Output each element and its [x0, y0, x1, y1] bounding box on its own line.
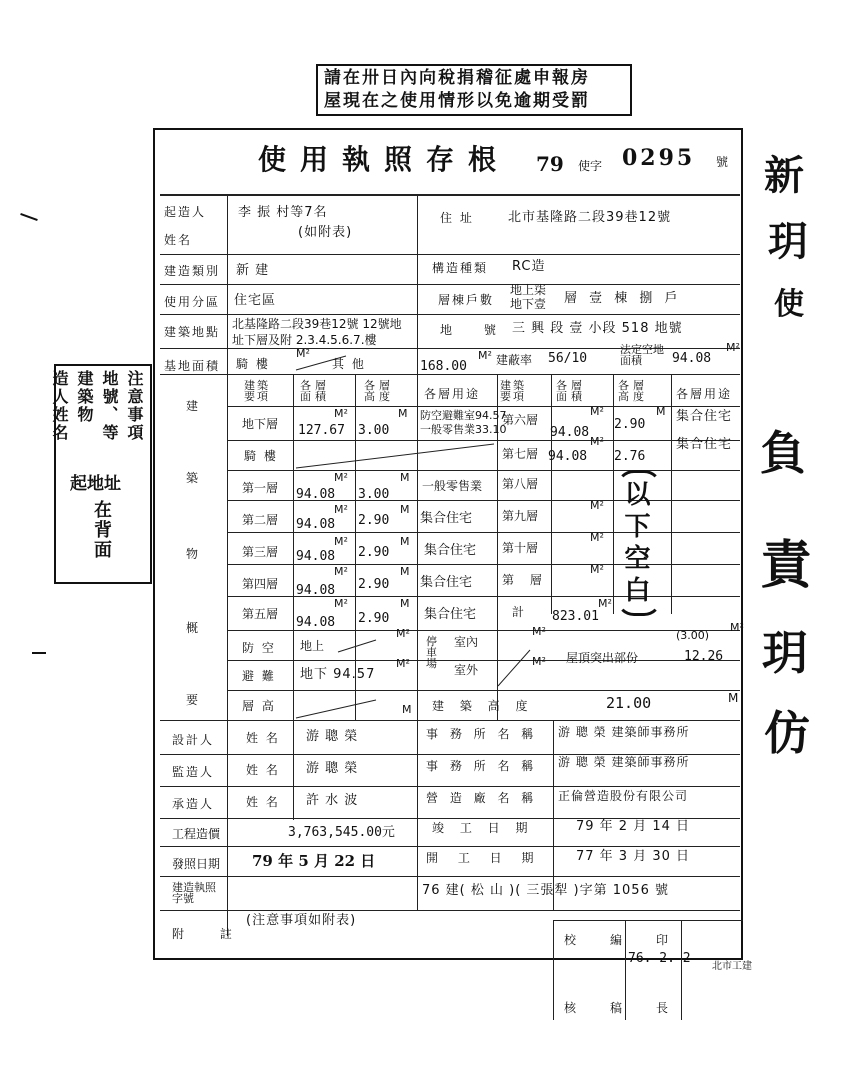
bottom-label: 核 [564, 1001, 579, 1015]
contractor-office: 正倫營造股份有限公司 [558, 789, 689, 803]
legal-open-value: 94.08 [672, 351, 712, 366]
right-floor-name: 第 層 [502, 573, 548, 587]
left-floor-name: 第三層 [242, 545, 279, 559]
school-cell: 校 [564, 933, 579, 947]
total-label: 計 [512, 605, 527, 619]
permit-year: 79 [536, 152, 564, 176]
designer-office: 游 聰 榮 建築師事務所 [558, 725, 690, 739]
left-floor-area: 94.08 [296, 615, 336, 630]
floors-count-label: 層棟戶數 [438, 293, 495, 307]
left-floor-name: 第二層 [242, 513, 279, 527]
remark-value: (注意事項如附表) [246, 913, 357, 928]
side-note-back: 在背面 [91, 500, 112, 560]
start-date: 77 年 3 月 30 日 [576, 849, 691, 864]
left-floor-name: 第一層 [242, 481, 279, 495]
issue-date: 79 年 5 月 22 日 [252, 852, 376, 870]
permit-label: 建造執照字號 [172, 881, 216, 905]
floor-use: 一般零售業 [422, 479, 483, 493]
floors-below: 地下壹 [510, 297, 547, 311]
right-floor-use: 集合住宅 [676, 409, 733, 424]
unit-m: M [398, 407, 408, 420]
site-value-bottom: 址下層及附 2.3.4.5.6.7.樓 [232, 333, 377, 347]
right-floor-area: 94.08 [548, 449, 588, 464]
unit-m2: M² [590, 405, 604, 418]
rule [553, 920, 743, 921]
side-note-line: 造人姓名 [50, 370, 69, 442]
rule [417, 720, 418, 910]
unit-m2: M² [396, 657, 410, 670]
right-floor-name: 第十層 [502, 541, 539, 555]
permit-suffix: 號 [716, 155, 729, 169]
right-margin-char: 使 [774, 287, 804, 322]
escape-label: 避 難 [242, 669, 276, 683]
supervisor-label: 監造人 [172, 765, 215, 779]
legal-open-label: 法定空地面積 [620, 343, 664, 367]
side-note-line: 地號、等 [100, 370, 119, 442]
right-floor-name: 第七層 [502, 447, 539, 461]
arcade-label: 騎 樓 [236, 357, 270, 371]
lot-label: 地 號 [440, 323, 510, 337]
unit-m2: M² [590, 435, 604, 448]
roof-value: 12.26 [684, 649, 724, 664]
floors-header-height-right: 各層高度 [618, 379, 648, 403]
unit-m2: M² [334, 535, 348, 548]
left-floor-height: 2.90 [358, 545, 390, 560]
unit-m2: M² [598, 597, 612, 610]
rule [681, 920, 682, 1020]
unit-m: M [728, 691, 739, 705]
unit-m2: M² [726, 341, 740, 354]
right-floor-name: 第六層 [502, 413, 539, 427]
cost-label: 工程造價 [172, 827, 221, 841]
unit-m2: M² [334, 471, 348, 484]
zone-value: 住宅區 [234, 293, 277, 308]
shelter-top: 地上 [300, 639, 325, 653]
edit-cell: 編 [610, 933, 625, 947]
contractor-label: 承造人 [172, 797, 215, 811]
bottom-label: 長 [656, 1001, 671, 1015]
rule [160, 876, 740, 877]
build-type-value: 新 建 [236, 263, 270, 278]
section-char: 築 [186, 471, 201, 485]
contractor-office-label: 營 造 廠 名 稱 [426, 791, 538, 805]
floor-use: 集合住宅 [424, 607, 477, 622]
designer-office-label: 事 務 所 名 稱 [426, 727, 538, 741]
right-floor-height: 2.76 [614, 449, 646, 464]
section-char: 要 [186, 693, 201, 707]
section-char: 建 [186, 399, 201, 413]
seal-text: 北市工建 [712, 961, 752, 972]
unit-m2: M² [532, 625, 546, 638]
unit-m: M [400, 597, 410, 610]
unit-m: M [656, 405, 666, 418]
unit-m: M [402, 703, 412, 716]
area-label: 基地面積 [164, 359, 221, 373]
shelter-bottom: 地下 94.57 [300, 667, 376, 682]
unit-m2: M² [590, 499, 604, 512]
right-floor-name: 第九層 [502, 509, 539, 523]
left-floor-height: 2.90 [358, 513, 390, 528]
right-margin-char: 玥 [768, 218, 808, 265]
form-title: 使用執照存根 [258, 143, 511, 176]
issue-label: 發照日期 [172, 857, 221, 871]
structure-value: RC造 [512, 259, 546, 274]
other-label: 其 他 [332, 357, 366, 371]
permit-value: 76 建( 松 山 )( 三張犁 )字第 1056 號 [422, 883, 669, 898]
floor-use: 防空避難室94.57 [420, 409, 507, 422]
left-floor-height: 2.90 [358, 577, 390, 592]
side-note-line: 建築物 [75, 370, 94, 424]
lot-value: 三 興 段 壹 小段 518 地號 [512, 321, 683, 336]
owner-note: (如附表) [298, 225, 353, 240]
shelter-label: 防 空 [242, 641, 276, 655]
unit-m2: M² [532, 655, 546, 668]
rule [553, 920, 554, 1020]
left-floor-name: 地下層 [242, 417, 279, 431]
owner-label-bottom: 姓名 [164, 233, 193, 247]
floors-header-item: 建築要項 [244, 379, 270, 403]
floor-use: 集合住宅 [420, 575, 473, 590]
right-floor-height: 2.90 [614, 417, 646, 432]
zone-label: 使用分區 [164, 295, 221, 309]
section-char: 物 [186, 547, 201, 561]
unit-m2: M² [334, 503, 348, 516]
floors-header-area: 各層面積 [300, 379, 330, 403]
owner-name: 李 振 村等7名 [238, 205, 328, 220]
left-floor-height: 3.00 [358, 423, 390, 438]
designer-name: 游 聰 榮 [306, 729, 359, 744]
unit-m2: M² [296, 347, 310, 360]
section-char: 概 [186, 621, 201, 635]
right-margin-char: 仿 [764, 706, 810, 760]
unit-m: M [400, 535, 410, 548]
floors-header-area-right: 各層面積 [556, 379, 586, 403]
owner-address-label: 住 址 [440, 211, 474, 225]
blank-note: 以下空白 [620, 480, 650, 608]
site-label: 建築地點 [164, 325, 221, 339]
start-label: 開 工 日 期 [426, 851, 542, 865]
left-floor-name: 第五層 [242, 607, 279, 621]
rule [160, 846, 740, 847]
parking-label: 停車場 [426, 635, 437, 670]
parking-indoor: 室內 [454, 635, 479, 649]
supervisor-name-label: 姓 名 [246, 763, 280, 777]
print-cell: 印 [656, 933, 671, 947]
structure-label: 構造種類 [432, 261, 489, 275]
side-note-bottom: 起地址 [70, 474, 121, 494]
edge-mark [32, 652, 46, 654]
cost-value: 3,763,545.00元 [288, 825, 395, 840]
unit-m2: M² [590, 531, 604, 544]
supervisor-name: 游 聰 榮 [306, 761, 359, 776]
rule [553, 720, 554, 910]
completion-date: 79 年 2 月 14 日 [576, 819, 691, 834]
left-floor-area: 94.08 [296, 487, 336, 502]
right-floor-name: 第八層 [502, 477, 539, 491]
build-type-label: 建造類別 [164, 264, 221, 278]
floors-rest: 層 壹 棟 捌 戶 [564, 291, 682, 306]
building-height-value: 21.00 [606, 694, 652, 712]
left-floor-name: 騎 樓 [244, 449, 278, 463]
total-value: 823.01 [552, 609, 599, 624]
right-floor-area: 94.08 [550, 425, 590, 440]
right-margin-char: 負 [760, 426, 806, 480]
unit-m2: M² [478, 349, 492, 362]
floors-header-use-right: 各層用途 [676, 387, 733, 401]
completion-label: 竣 工 日 期 [432, 821, 534, 835]
floor-use: 集合住宅 [420, 511, 473, 526]
contractor-name: 許 水 波 [306, 793, 359, 808]
floors-header-item-right: 建築要項 [500, 379, 526, 403]
site-area: 168.00 [420, 359, 467, 374]
right-margin-char: 玥 [762, 626, 808, 680]
bottom-label: 稿 [610, 1001, 625, 1015]
floor-use: 集合住宅 [424, 543, 477, 558]
right-floor-use: 集合住宅 [676, 437, 733, 452]
left-floor-area: 94.08 [296, 583, 336, 598]
owner-label-top: 起造人 [164, 205, 207, 219]
right-margin-char: 責 [760, 535, 813, 596]
unit-m: M [400, 471, 410, 484]
notice-stamp-line1: 請在卅日內向稅捐稽征處申報房 [324, 68, 590, 88]
roof-label: 屋頂突出部份 [566, 651, 639, 665]
designer-name-label: 姓 名 [246, 731, 280, 745]
coverage-label: 建蔽率 [496, 353, 533, 367]
unit-m2: M² [396, 627, 410, 640]
right-margin-char: 新 [764, 152, 804, 199]
rule [160, 910, 740, 911]
parking-outdoor: 室外 [454, 663, 479, 677]
unit-m2: M² [590, 563, 604, 576]
unit-m: M [400, 503, 410, 516]
contractor-name-label: 姓 名 [246, 795, 280, 809]
rule [293, 720, 294, 820]
floors-above: 地上柒 [510, 283, 547, 297]
left-floor-height: 2.90 [358, 611, 390, 626]
permit-prefix: 使字 [578, 159, 603, 173]
floor-height-label: 層 高 [242, 699, 276, 713]
left-floor-area: 127.67 [298, 423, 345, 438]
unit-m2: M² [730, 621, 744, 634]
floors-header-use: 各層用途 [424, 387, 481, 401]
left-floor-area: 94.08 [296, 517, 336, 532]
building-height-label: 建 築 高 度 [432, 699, 534, 713]
floor-use: 一般零售業33.10 [420, 423, 507, 436]
designer-label: 設計人 [172, 733, 215, 747]
site-value-top: 北基隆路二段39巷12號 12號地 [232, 317, 402, 331]
side-note-line: 注意事項 [125, 370, 144, 442]
approval-date: 76. 2. 2 [628, 951, 691, 966]
unit-m2: M² [334, 565, 348, 578]
rule [625, 920, 626, 1020]
unit-m: M [400, 565, 410, 578]
roof-stamp: (3.00) [676, 629, 710, 642]
unit-m2: M² [334, 407, 348, 420]
coverage-value: 56/10 [548, 351, 588, 366]
left-floor-height: 3.00 [358, 487, 390, 502]
left-floor-name: 第四層 [242, 577, 279, 591]
unit-m2: M² [334, 597, 348, 610]
floors-header-height: 各層高度 [364, 379, 394, 403]
left-floor-area: 94.08 [296, 549, 336, 564]
permit-number: 0295 [622, 145, 696, 171]
supervisor-office-label: 事 務 所 名 稱 [426, 759, 538, 773]
owner-address: 北市基隆路二段39巷12號 [508, 210, 672, 225]
remark-label: 附 註 [172, 927, 248, 941]
supervisor-office: 游 聰 榮 建築師事務所 [558, 755, 690, 769]
rule [160, 786, 740, 787]
notice-stamp-line2: 屋現在之使用情形以免逾期受罰 [324, 91, 590, 111]
